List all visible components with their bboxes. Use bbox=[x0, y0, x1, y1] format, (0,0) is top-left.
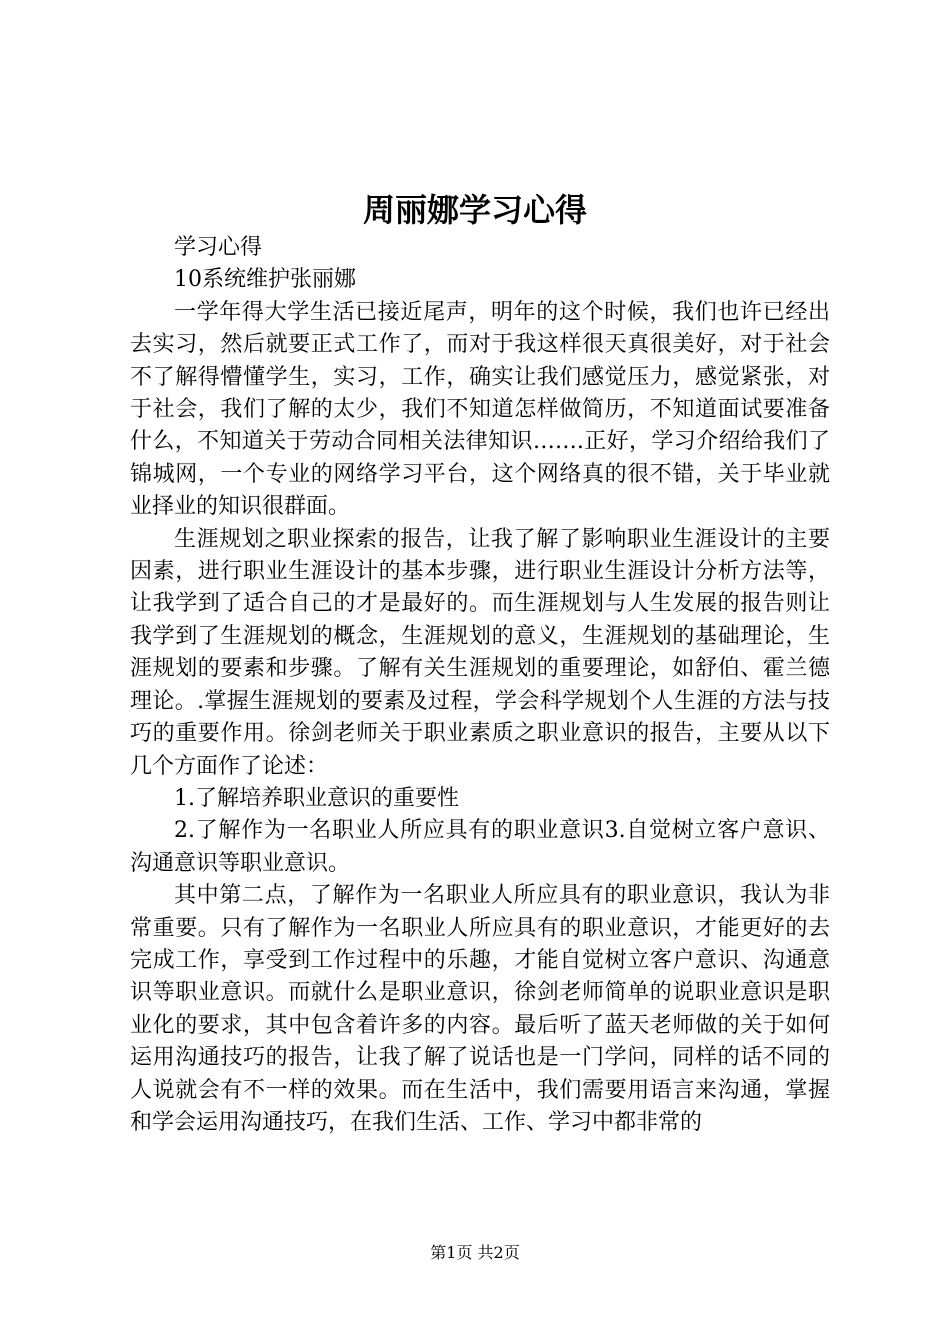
paragraph: 生涯规划之职业探索的报告，让我了解了影响职业生涯设计的主要因素，进行职业生涯设计的基本步骤，进行职业生涯设计分析方法等，让我学到了适合自己的才是最好的。而生涯规划与人生发展的报告则让我学到了生涯规划的概念，生涯规划的意义，生涯规划的基础理论，生涯规划的要素和步骤。了解有关生涯规划的重要理论，如舒伯、霍兰德理论。.掌握生涯规划的要素及过程，学会科学规划个人生涯的方法与技巧的重要作用。徐剑老师关于职业素质之职业意识的报告，主要从以下几个方面作了论述： bbox=[130, 526, 830, 779]
list-item: 1.了解培养职业意识的重要性 bbox=[174, 785, 459, 811]
document-body bbox=[130, 232, 830, 1139]
paragraph: 其中第二点，了解作为一名职业人所应具有的职业意识，我认为非常重要。只有了解作为一名职业人所应具有的职业意识，才能更好的去完成工作，享受到工作过程中的乐趣，才能自觉树立客户意识、沟通意识等职业意识。而就什么是职业意识，徐剑老师简单的说职业意识是职业化的要求，其中包含着许多的内容。最后听了蓝天老师做的关于如何运用沟通技巧的报告，让我了解了说话也是一门学问，同样的话不同的人说就会有不一样的效果。而在生活中，我们需要用语言来沟通，掌握和学会运用沟通技巧，在我们生活、工作、学习中都非常的 bbox=[130, 883, 830, 1135]
page-number-footer: 第1页 共2页 bbox=[430, 1243, 520, 1262]
paragraph-author: 10系统维护张丽娜 bbox=[174, 267, 356, 293]
paragraph: 一学年得大学生活已接近尾声，明年的这个时候，我们也许已经出去实习，然后就要正式工作了，而对于我这样很天真很美好，对于社会不了解得懵懂学生，实习，工作，确实让我们感觉压力，感觉紧张，对于社会，我们了解的太少，我们不知道怎样做简历，不知道面试要准备什么，不知道关于劳动合同相关法律知识…….正好，学习介绍给我们了锦城网，一个专业的网络学习平台，这个网络真的很不错，关于毕业就业择业的知识很群面。 bbox=[130, 299, 830, 520]
paragraph-subtitle: 学习心得 bbox=[174, 235, 263, 260]
list-item: 2.了解作为一名职业人所应具有的职业意识3.自觉树立客户意识、沟通意识等职业意识。 bbox=[130, 818, 830, 876]
document-title: 周丽娜学习心得 bbox=[362, 191, 587, 229]
